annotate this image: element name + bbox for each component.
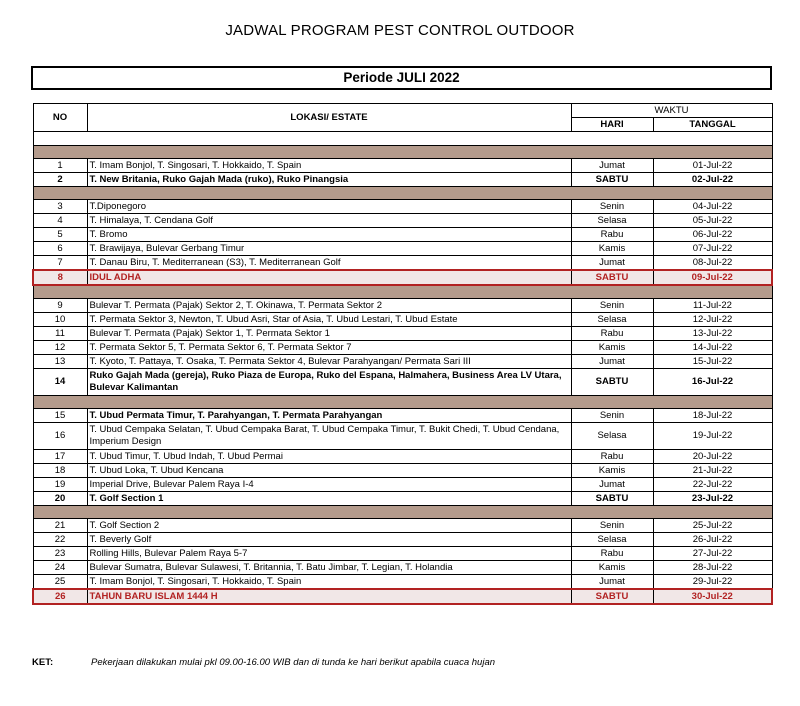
cell-lokasi: T. Golf Section 2: [87, 519, 571, 533]
cell-hari: Jumat: [571, 355, 653, 369]
table-row: [33, 519, 772, 533]
cell-lokasi: T. Himalaya, T. Cendana Golf: [87, 214, 571, 228]
cell-hari: Jumat: [571, 478, 653, 492]
cell-no: 21: [33, 519, 87, 533]
cell-hari: Rabu: [571, 450, 653, 464]
separator-cell: [33, 506, 772, 519]
schedule-table: [32, 103, 773, 605]
cell-tanggal: 04-Jul-22: [653, 200, 772, 214]
cell-no: 22: [33, 533, 87, 547]
separator-row: [33, 187, 772, 200]
cell-tanggal: 12-Jul-22: [653, 313, 772, 327]
cell-hari: Rabu: [571, 327, 653, 341]
table-row: [33, 341, 772, 355]
cell-tanggal: 15-Jul-22: [653, 355, 772, 369]
separator-row: [33, 396, 772, 409]
cell-lokasi: T. Golf Section 1: [87, 492, 571, 506]
cell-lokasi: T. Ubud Cempaka Selatan, T. Ubud Cempaka Barat, T. Ubud Cempaka Timur, T. Bukit Chedi, T. Ubud Cendana, Imperium Design: [87, 423, 571, 450]
cell-tanggal: 02-Jul-22: [653, 173, 772, 187]
separator-cell: [33, 396, 772, 409]
cell-tanggal: 21-Jul-22: [653, 464, 772, 478]
cell-tanggal: 07-Jul-22: [653, 242, 772, 256]
cell-no: 19: [33, 478, 87, 492]
cell-no: 7: [33, 256, 87, 271]
cell-lokasi: Bulevar T. Permata (Pajak) Sektor 1, T. Permata Sektor 1: [87, 327, 571, 341]
cell-tanggal: 08-Jul-22: [653, 256, 772, 271]
table-row: [33, 355, 772, 369]
cell-no: 12: [33, 341, 87, 355]
cell-hari: Rabu: [571, 547, 653, 561]
cell-tanggal: 14-Jul-22: [653, 341, 772, 355]
schedule-body: [33, 146, 772, 605]
table-row: [33, 242, 772, 256]
cell-hari: Kamis: [571, 242, 653, 256]
cell-no: 16: [33, 423, 87, 450]
cell-lokasi: IDUL ADHA: [87, 270, 571, 285]
table-row: [33, 214, 772, 228]
cell-tanggal: 11-Jul-22: [653, 299, 772, 313]
cell-lokasi: T. Ubud Loka, T. Ubud Kencana: [87, 464, 571, 478]
table-row: [33, 256, 772, 271]
header-hari: HARI: [571, 118, 653, 132]
table-row: [33, 159, 772, 173]
separator-row: [33, 506, 772, 519]
spacer-row: [33, 132, 772, 146]
cell-tanggal: 30-Jul-22: [653, 589, 772, 604]
cell-lokasi: T. Kyoto, T. Pattaya, T. Osaka, T. Permata Sektor 4, Bulevar Parahyangan/ Permata Sari III: [87, 355, 571, 369]
cell-tanggal: 16-Jul-22: [653, 369, 772, 396]
cell-no: 26: [33, 589, 87, 604]
cell-no: 8: [33, 270, 87, 285]
table-row: [33, 299, 772, 313]
cell-tanggal: 26-Jul-22: [653, 533, 772, 547]
cell-no: 17: [33, 450, 87, 464]
cell-hari: SABTU: [571, 270, 653, 285]
cell-tanggal: 06-Jul-22: [653, 228, 772, 242]
cell-no: 23: [33, 547, 87, 561]
table-row: [33, 369, 772, 396]
cell-lokasi: T. Danau Biru, T. Mediterranean (S3), T. Mediterranean Golf: [87, 256, 571, 271]
cell-no: 24: [33, 561, 87, 575]
table-row: [33, 228, 772, 242]
table-row: [33, 547, 772, 561]
separator-cell: [33, 187, 772, 200]
cell-no: 25: [33, 575, 87, 590]
cell-lokasi: T. Imam Bonjol, T. Singosari, T. Hokkaido, T. Spain: [87, 575, 571, 590]
header-waktu: WAKTU: [571, 104, 772, 118]
cell-tanggal: 19-Jul-22: [653, 423, 772, 450]
cell-tanggal: 23-Jul-22: [653, 492, 772, 506]
cell-no: 20: [33, 492, 87, 506]
cell-tanggal: 09-Jul-22: [653, 270, 772, 285]
separator-row: [33, 146, 772, 159]
cell-hari: Selasa: [571, 214, 653, 228]
ket-text: Pekerjaan dilakukan mulai pkl 09.00-16.00 WIB dan di tunda ke hari berikut apabila cuaca hujan: [91, 657, 496, 668]
cell-tanggal: 01-Jul-22: [653, 159, 772, 173]
cell-lokasi: TAHUN BARU ISLAM 1444 H: [87, 589, 571, 604]
cell-hari: Rabu: [571, 228, 653, 242]
header-no: NO: [33, 104, 87, 132]
cell-no: 15: [33, 409, 87, 423]
cell-hari: Kamis: [571, 561, 653, 575]
holiday-row: [33, 270, 772, 285]
period-banner: Periode JULI 2022: [31, 66, 772, 90]
header-lokasi: LOKASI/ ESTATE: [87, 104, 571, 132]
page-title: JADWAL PROGRAM PEST CONTROL OUTDOOR: [225, 22, 575, 39]
separator-cell: [33, 285, 772, 299]
table-row: [33, 575, 772, 590]
cell-lokasi: T. Permata Sektor 5, T. Permata Sektor 6, T. Permata Sektor 7: [87, 341, 571, 355]
cell-hari: Selasa: [571, 313, 653, 327]
separator-row: [33, 285, 772, 299]
cell-lokasi: T. Imam Bonjol, T. Singosari, T. Hokkaido, T. Spain: [87, 159, 571, 173]
cell-tanggal: 27-Jul-22: [653, 547, 772, 561]
table-row: [33, 450, 772, 464]
cell-lokasi: T. New Britania, Ruko Gajah Mada (ruko), Ruko Pinangsia: [87, 173, 571, 187]
cell-no: 4: [33, 214, 87, 228]
cell-hari: Senin: [571, 299, 653, 313]
cell-tanggal: 05-Jul-22: [653, 214, 772, 228]
separator-cell: [33, 146, 772, 159]
cell-no: 1: [33, 159, 87, 173]
cell-no: 3: [33, 200, 87, 214]
cell-lokasi: T. Brawijaya, Bulevar Gerbang Timur: [87, 242, 571, 256]
table-row: [33, 409, 772, 423]
cell-tanggal: 20-Jul-22: [653, 450, 772, 464]
cell-lokasi: Imperial Drive, Bulevar Palem Raya I-4: [87, 478, 571, 492]
cell-tanggal: 18-Jul-22: [653, 409, 772, 423]
table-row: [33, 492, 772, 506]
cell-hari: Jumat: [571, 256, 653, 271]
cell-hari: SABTU: [571, 589, 653, 604]
cell-lokasi: T. Ubud Permata Timur, T. Parahyangan, T. Permata Parahyangan: [87, 409, 571, 423]
table-row: [33, 533, 772, 547]
cell-lokasi: T. Bromo: [87, 228, 571, 242]
cell-lokasi: Bulevar Sumatra, Bulevar Sulawesi, T. Britannia, T. Batu Jimbar, T. Legian, T. Holandia: [87, 561, 571, 575]
holiday-row: [33, 589, 772, 604]
ket-label: KET:: [32, 657, 54, 668]
cell-hari: Jumat: [571, 575, 653, 590]
cell-tanggal: 13-Jul-22: [653, 327, 772, 341]
cell-no: 18: [33, 464, 87, 478]
cell-tanggal: 25-Jul-22: [653, 519, 772, 533]
table-row: [33, 313, 772, 327]
cell-no: 5: [33, 228, 87, 242]
cell-hari: SABTU: [571, 492, 653, 506]
cell-no: 9: [33, 299, 87, 313]
cell-lokasi: T.Diponegoro: [87, 200, 571, 214]
table-row: [33, 464, 772, 478]
cell-hari: Selasa: [571, 423, 653, 450]
cell-lokasi: Bulevar T. Permata (Pajak) Sektor 2, T. Okinawa, T. Permata Sektor 2: [87, 299, 571, 313]
cell-hari: Kamis: [571, 464, 653, 478]
table-row: [33, 173, 772, 187]
cell-no: 6: [33, 242, 87, 256]
cell-hari: Senin: [571, 409, 653, 423]
cell-no: 11: [33, 327, 87, 341]
cell-lokasi: T. Beverly Golf: [87, 533, 571, 547]
table-row: [33, 423, 772, 450]
cell-lokasi: T. Permata Sektor 3, Newton, T. Ubud Asri, Star of Asia, T. Ubud Lestari, T. Ubud Estate: [87, 313, 571, 327]
cell-tanggal: 29-Jul-22: [653, 575, 772, 590]
cell-hari: Senin: [571, 200, 653, 214]
cell-tanggal: 28-Jul-22: [653, 561, 772, 575]
cell-hari: SABTU: [571, 173, 653, 187]
cell-no: 2: [33, 173, 87, 187]
cell-hari: SABTU: [571, 369, 653, 396]
table-row: [33, 327, 772, 341]
table-row: [33, 478, 772, 492]
cell-hari: Jumat: [571, 159, 653, 173]
cell-hari: Kamis: [571, 341, 653, 355]
table-row: [33, 561, 772, 575]
cell-lokasi: Rolling Hills, Bulevar Palem Raya 5-7: [87, 547, 571, 561]
cell-lokasi: T. Ubud Timur, T. Ubud Indah, T. Ubud Permai: [87, 450, 571, 464]
header-tanggal: TANGGAL: [653, 118, 772, 132]
cell-no: 13: [33, 355, 87, 369]
cell-lokasi: Ruko Gajah Mada (gereja), Ruko Piaza de Europa, Ruko del Espana, Halmahera, Business Area LV Utara, Bulevar Kalimantan: [87, 369, 571, 396]
cell-no: 14: [33, 369, 87, 396]
cell-hari: Senin: [571, 519, 653, 533]
table-row: [33, 200, 772, 214]
cell-hari: Selasa: [571, 533, 653, 547]
cell-tanggal: 22-Jul-22: [653, 478, 772, 492]
cell-no: 10: [33, 313, 87, 327]
